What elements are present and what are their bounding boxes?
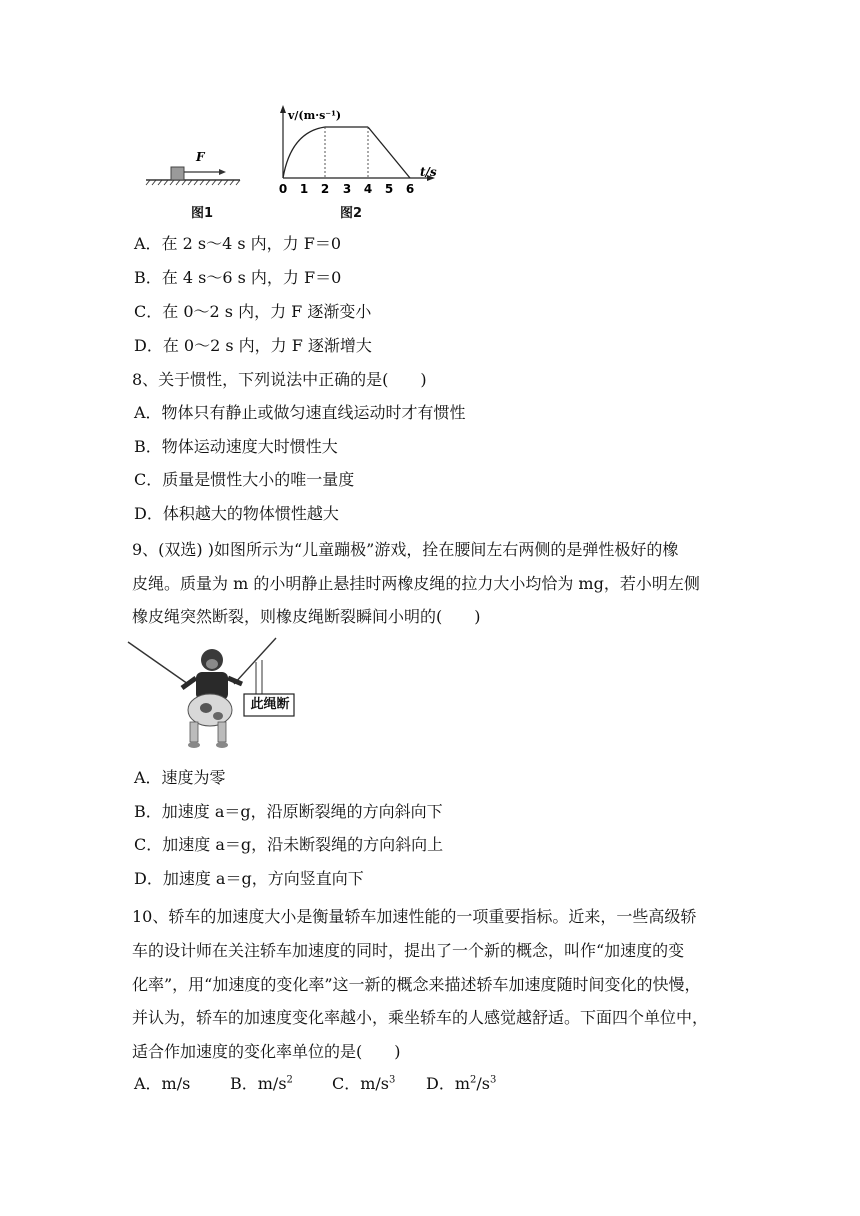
q10-option-d: D．$m^2/s^3$ <box>426 1074 497 1093</box>
q9-option-a: A．速度为零 <box>134 768 226 787</box>
q10-option-b: B．$m/s^2$ <box>230 1074 293 1093</box>
fig1-force-label: F <box>196 150 205 164</box>
fig2-tick-6: 6 <box>405 182 415 196</box>
fig2-tick-1: 1 <box>299 182 309 196</box>
q10-options <box>134 1073 496 1095</box>
q7-option-d: D．在 0～2 s 内，力 F 逐渐增大 <box>134 336 372 355</box>
q9-option-d: D．加速度 a＝g，方向竖直向下 <box>134 869 364 888</box>
q8-option-a: A．物体只有静止或做匀速直线运动时才有惯性 <box>134 403 466 422</box>
q8-option-c: C．质量是惯性大小的唯一量度 <box>134 470 355 489</box>
q8-stem: 8、关于惯性，下列说法中正确的是( ) <box>132 370 427 389</box>
q9-option-b: B．加速度 a＝g，沿原断裂绳的方向斜向下 <box>134 802 443 821</box>
bungee-illustration <box>126 632 316 757</box>
fig2-tick-5: 5 <box>384 182 394 196</box>
q10-stem-line-5: 适合作加速度的变化率单位的是( ) <box>132 1042 401 1061</box>
fig2-tick-3: 3 <box>342 182 352 196</box>
rope-broken-label: 此绳断 <box>250 697 290 712</box>
fig2-x-axis-label: t/s <box>420 165 437 179</box>
q10-stem-line-4: 并认为，轿车的加速度变化率越小，乘坐轿车的人感觉越舒适。下面四个单位中， <box>132 1008 709 1027</box>
q9-option-c: C．加速度 a＝g，沿未断裂绳的方向斜向上 <box>134 835 444 854</box>
figure-row <box>140 100 480 225</box>
q9-stem-line-3: 橡皮绳突然断裂，则橡皮绳断裂瞬间小明的( ) <box>132 607 481 626</box>
q7-option-c: C．在 0～2 s 内，力 F 逐渐变小 <box>134 302 372 321</box>
q10-stem-line-1: 10、轿车的加速度大小是衡量轿车加速性能的一项重要指标。近来，一些高级轿 <box>132 907 697 926</box>
q9-stem-line-2: 皮绳。质量为 m 的小明静止悬挂时两橡皮绳的拉力大小均恰为 mg，若小明左侧 <box>132 574 700 593</box>
q10-option-c: C．$m/s^3$ <box>332 1074 396 1093</box>
fig1-drawing <box>146 167 240 185</box>
fig2-tick-0: 0 <box>278 182 288 196</box>
fig2-tick-4: 4 <box>363 182 373 196</box>
fig2-caption: 图2 <box>340 206 363 221</box>
q10-stem-line-3: 化率”，用“加速度的变化率”这一新的概念来描述轿车加速度随时间变化的快慢， <box>132 975 701 994</box>
fig1-caption: 图1 <box>191 206 214 221</box>
q9-stem-line-1: 9、(双选) )如图所示为“儿童蹦极”游戏，拴在腰间左右两侧的是弹性极好的橡 <box>132 540 679 559</box>
q8-option-b: B．物体运动速度大时惯性大 <box>134 437 338 456</box>
fig2-tick-2: 2 <box>320 182 330 196</box>
q9-figure <box>126 632 316 757</box>
q10-stem-line-2: 车的设计师在关注轿车加速度的同时，提出了一个新的概念，叫作“加速度的变 <box>132 941 685 960</box>
q7-option-a: A．在 2 s～4 s 内，力 F＝0 <box>134 234 342 253</box>
fig2-y-axis-label: v/(m·s⁻¹) <box>288 109 342 122</box>
q10-option-a: A．m/s <box>134 1074 191 1093</box>
q8-option-d: D．体积越大的物体惯性越大 <box>134 504 339 523</box>
q7-option-b: B．在 4 s～6 s 内，力 F＝0 <box>134 268 342 287</box>
